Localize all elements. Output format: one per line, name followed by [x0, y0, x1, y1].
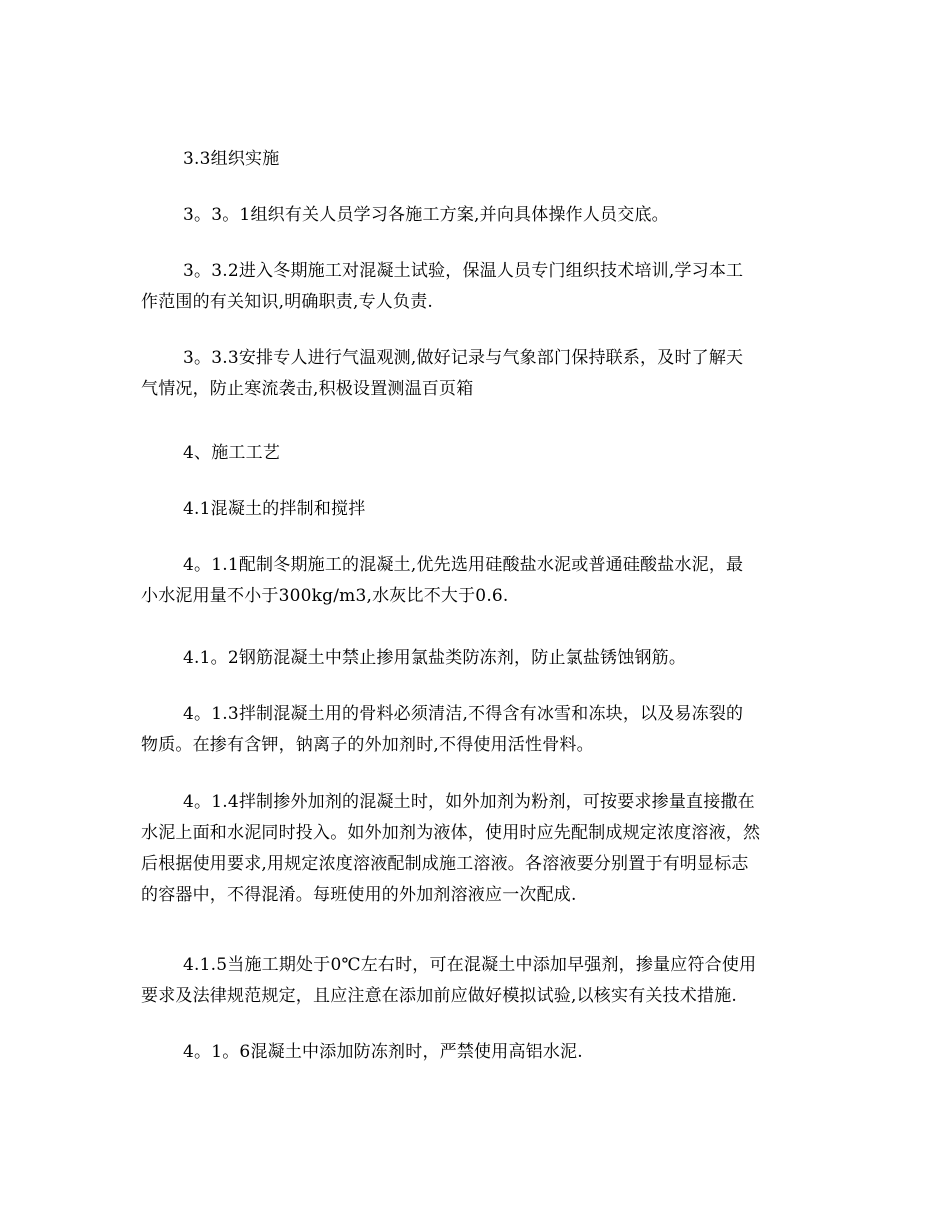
paragraph-4-1-3: [141, 699, 809, 761]
paragraph-4-1-5: [141, 950, 809, 1012]
text-line: 4。1。6混凝土中添加防冻剂时，严禁使用高铝水泥.: [183, 1042, 583, 1062]
text-line: 3。3.3安排专人进行气温观测,做好记录与气象部门保持联系，及时了解天: [183, 348, 744, 368]
paragraph-3-3-1: [141, 200, 809, 231]
paragraph-3-3-3: [141, 343, 809, 405]
text-line: 3。3。1组织有关人员学习各施工方案,并向具体操作人员交底。: [183, 205, 669, 225]
section-heading-3-3: [141, 144, 809, 175]
text-line: 3。3.2进入冬期施工对混凝土试验，保温人员专门组织技术培训,学习本工: [183, 261, 744, 281]
text-line: 4.1混凝土的拌制和搅拌: [183, 499, 366, 519]
text-line: 4。1.4拌制掺外加剂的混凝土时，如外加剂为粉剂，可按要求掺量直接撒在: [183, 792, 755, 812]
text-line: 4。1.3拌制混凝土用的骨料必须清洁,不得含有冰雪和冻块，以及易冻裂的: [183, 704, 744, 724]
paragraph-4-1-4: [141, 787, 809, 911]
text-line: 4。1.1配制冬期施工的混凝土,优先选用硅酸盐水泥或普通硅酸盐水泥，最: [183, 555, 744, 575]
paragraph-4-1-6: [141, 1037, 809, 1068]
text-line: 物质。在掺有含钾，钠离子的外加剂时,不得使用活性骨料。: [141, 735, 594, 755]
paragraph-4-1-1: [141, 550, 809, 612]
text-line: 的容器中，不得混淆。每班使用的外加剂溶液应一次配成.: [141, 885, 577, 905]
section-heading-4: [141, 438, 809, 469]
section-heading-4-1: [141, 494, 809, 525]
text-line: 4.1.5当施工期处于0℃左右时，可在混凝土中添加早强剂，掺量应符合使用: [183, 955, 757, 975]
text-line: 作范围的有关知识,明确职责,专人负责.: [141, 292, 434, 312]
text-line: 4、施工工艺: [183, 443, 281, 463]
text-line: 水泥上面和水泥同时投入。如外加剂为液体，使用时应先配制成规定浓度溶液，然: [141, 823, 761, 843]
text-line: 小水泥用量不小于300kg/m3,水灰比不大于0.6.: [141, 586, 509, 606]
text-line: 气情况，防止寒流袭击,积极设置测温百页箱: [141, 379, 474, 399]
text-line: 后根据使用要求,用规定浓度溶液配制成施工溶液。各溶液要分别置于有明显标志: [141, 854, 749, 874]
text-line: 要求及法律规范规定，且应注意在添加前应做好模拟试验,以核实有关技术措施.: [141, 986, 738, 1006]
paragraph-4-1-2: [141, 643, 809, 674]
paragraph-3-3-2: [141, 256, 809, 318]
text-line: 4.1。2钢筋混凝土中禁止掺用氯盐类防冻剂，防止氯盐锈蚀钢筋。: [183, 648, 687, 668]
text-line: 3.3组织实施: [183, 149, 280, 169]
